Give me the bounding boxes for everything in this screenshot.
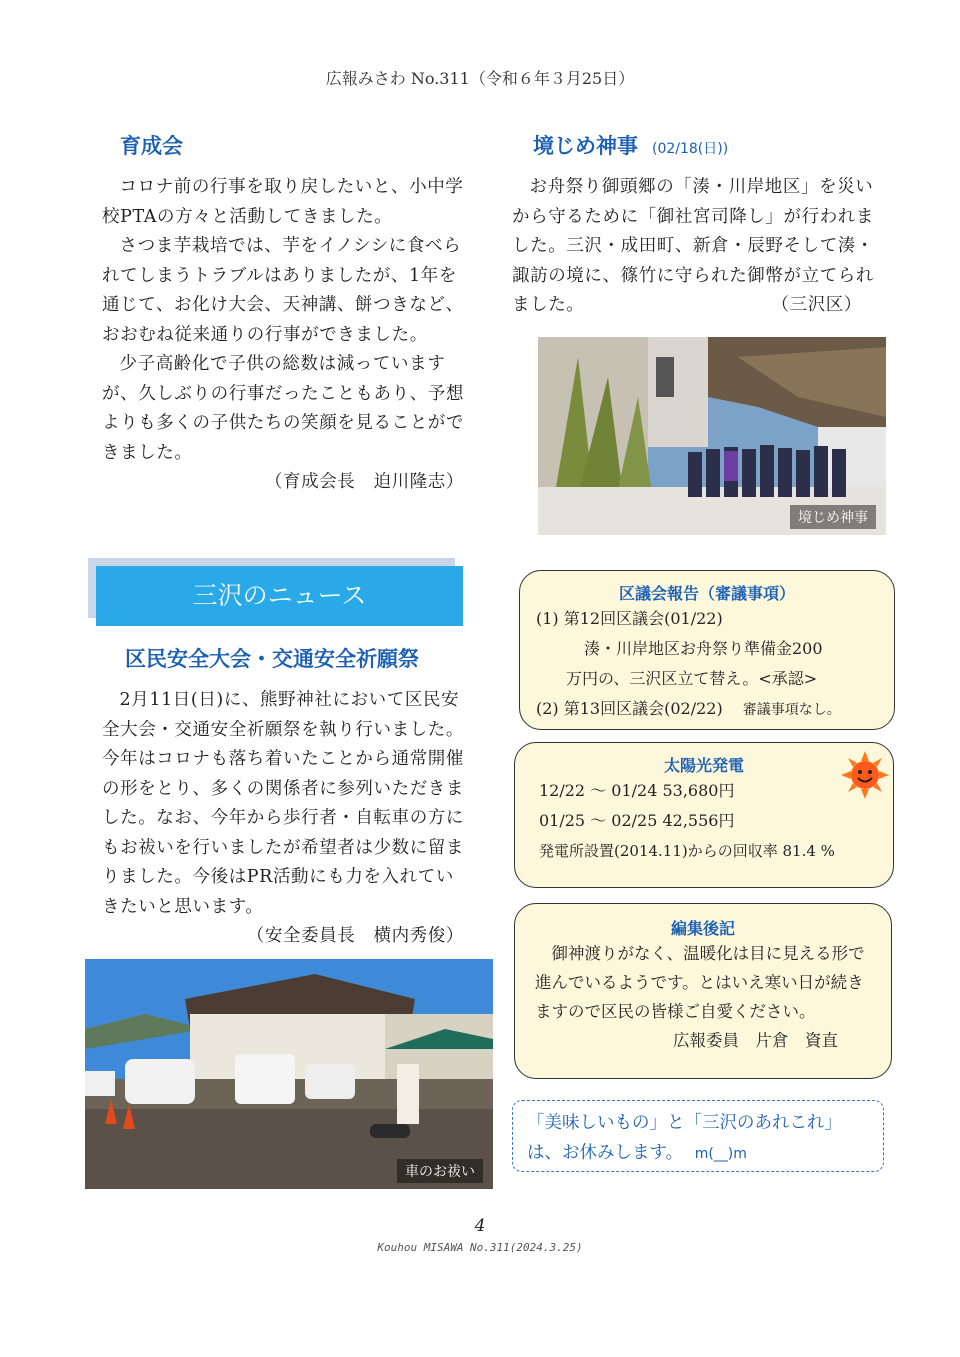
page-header: 広報みさわ No.311（令和６年３月25日） xyxy=(325,69,635,88)
kugikai-box xyxy=(519,570,895,730)
kugikai-item-1-detail-a: 湊・川岸地区お舟祭り準備金200 xyxy=(584,639,823,658)
sun-icon xyxy=(841,751,889,799)
henshu-paragraph: 御神渡りがなく、温暖化は目に見える形で進んでいるようです。とはいえ寒い日が続きますので区民の皆様ご自愛ください。 xyxy=(535,944,865,1021)
sakaijime-paragraph: お舟祭り御頭郷の「湊・川岸地区」を災いから守るために「御社宮司降し」が行われました。三沢・成田町、新倉・辰野そして湊・諏訪の境に、篠竹に守られた御幣が立てられました。 xyxy=(512,177,874,315)
sakaijime-date: (02/18(日)) xyxy=(652,141,729,157)
sakaijime-title xyxy=(533,130,728,160)
notice-message: 「美味しいもの」と「三沢のあれこれ」は、お休みします。 xyxy=(527,1113,842,1163)
solar-box xyxy=(514,742,894,888)
kugikai-item-2-label: (2) 第13回区議会(02/22) xyxy=(536,699,723,718)
ikuseikai-paragraph-2: さつま芋栽培では、芋をイノシシに食べられてしまうトラブルはありましたが、1年を通じて、お化け大会、天神講、餅つきなど、おおむね従来通りの行事ができました。 xyxy=(102,236,464,345)
news-banner xyxy=(96,566,463,626)
solar-row-2: 01/25 ～ 02/25 42,556円 xyxy=(539,811,735,830)
anzen-title: 区民安全大会・交通安全祈願祭 xyxy=(125,647,419,671)
notice-box xyxy=(512,1100,884,1172)
solar-title: 太陽光発電 xyxy=(663,756,744,775)
sakaijime-photo xyxy=(538,337,886,535)
ikuseikai-paragraph-1: コロナ前の行事を取り戻したいと、小中学校PTAの方々と活動してきました。 xyxy=(102,177,464,227)
anzen-photo-illustration xyxy=(85,959,493,1189)
anzen-photo-caption: 車のお祓い xyxy=(397,1159,483,1183)
kugikai-item-1: (1) 第12回区議会(01/22) xyxy=(536,609,723,628)
solar-row-3: 発電所設置(2014.11)からの回収率 81.4 % xyxy=(539,842,835,860)
sakaijime-photo-caption: 境じめ神事 xyxy=(790,505,876,529)
ikuseikai-body xyxy=(102,173,472,498)
solar-row-1: 12/22 ～ 01/24 53,680円 xyxy=(539,781,735,800)
sakaijime-title-text: 境じめ神事 xyxy=(533,134,638,158)
kugikai-item-2 xyxy=(520,694,894,725)
henshu-title: 編集後記 xyxy=(670,919,735,938)
kugikai-item-1-detail-b: 万円の、三沢区立て替え。<承認> xyxy=(566,669,818,688)
ikuseikai-signature: （育成会長 迫川隆志） xyxy=(264,472,464,492)
news-banner-text: 三沢のニュース xyxy=(192,581,367,610)
notice-text xyxy=(527,1108,871,1169)
sakaijime-signature: （三沢区） xyxy=(771,295,862,315)
ikuseikai-paragraph-3: 少子高齢化で子供の総数は減っていますが、久しぶりの行事だったこともあり、予想よりも多くの子供たちの笑顔を見ることができました。 xyxy=(102,354,464,463)
ikuseikai-title: 育成会 xyxy=(120,134,183,158)
anzen-photo xyxy=(85,959,493,1189)
anzen-paragraph: 2月11日(日)に、熊野神社において区民安全大会・交通安全祈願祭を執り行いました。今年はコロナも落ち着いたことから通常開催の形をとり、多くの関係者に参列いただきました。なお、今年から歩行者・自転車の方にもお祓いを行いましたが希望者は少数に留まりました。今後はPR活動にも力を入れていきたいと思います。 xyxy=(102,690,464,917)
notice-emoticon: m(__)m xyxy=(694,1146,747,1162)
page-number: 4 xyxy=(474,1216,486,1236)
anzen-body xyxy=(102,686,472,952)
footer-text: Kouhou MISAWA No.311(2024.3.25) xyxy=(377,1241,583,1254)
henshu-box xyxy=(514,903,892,1079)
sakaijime-body xyxy=(512,173,884,321)
anzen-signature: （安全委員長 横内秀俊） xyxy=(246,926,464,946)
kugikai-title: 区議会報告（審議事項） xyxy=(618,584,795,603)
kugikai-item-2-detail: 審議事項なし。 xyxy=(742,702,841,718)
henshu-signature: 広報委員 片倉 資直 xyxy=(673,1031,838,1050)
